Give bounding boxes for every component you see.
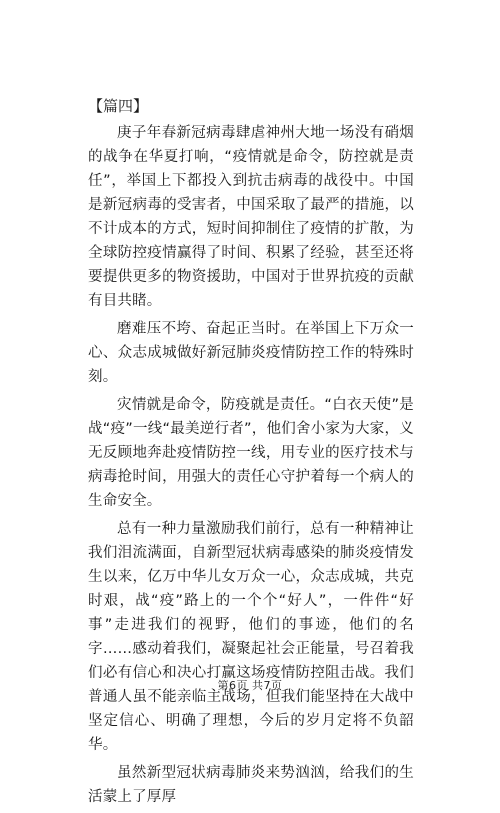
section-heading: 【篇四】	[88, 97, 149, 115]
document-body	[88, 94, 414, 813]
paragraph-2: 磨难压不垮、奋起正当时。在举国上下万众一心、众志成城做好新冠肺炎疫情防控工作的特殊时刻。	[88, 321, 414, 385]
page-footer: 第6页 共7页	[217, 679, 283, 692]
paragraph-4: 总有一种力量激励我们前行，总有一种精神让我们泪流满面，自新型冠状病毒感染的肺炎疫情发生以来，亿万中华儿女万众一心，众志成城，共克时艰，战“疫”路上的一个个“好人”，一件件“好事”走进我们的视野，他们的事迹，他们的名字……感动着我们，凝聚起社会正能量，号召着我们必有信心和决心打赢这场疫情防控阻击战。我们普通人虽不能亲临主战场，但我们能坚持在大战中坚定信心、明确了理想，今后的岁月定将不负韶华。	[88, 521, 414, 753]
paragraph-3: 灾情就是命令，防疫就是责任。“白衣天使”是战“疫”一线“最美逆行者”，他们舍小家为大家，义无反顾地奔赴疫情防控一线，用专业的医疗技术与病毒抢时间，用强大的责任心守护着每一个病人的生命安全。	[88, 397, 414, 509]
paragraph-1: 庚子年春新冠病毒肆虐神州大地一场没有硝烟的战争在华夏打响，“疫情就是命令，防控就是责任”，举国上下都投入到抗击病毒的战役中。中国是新冠病毒的受害者，中国采取了最严的措施，以不计成本的方式，短时间抑制住了疫情的扩散，为全球防控疫情赢得了时间、积累了经验，甚至还将要提供更多的物资援助，中国对于世界抗疫的贡献有目共睹。	[88, 125, 414, 309]
paragraph-5: 虽然新型冠状病毒肺炎来势汹汹，给我们的生活蒙上了厚厚	[88, 765, 414, 805]
